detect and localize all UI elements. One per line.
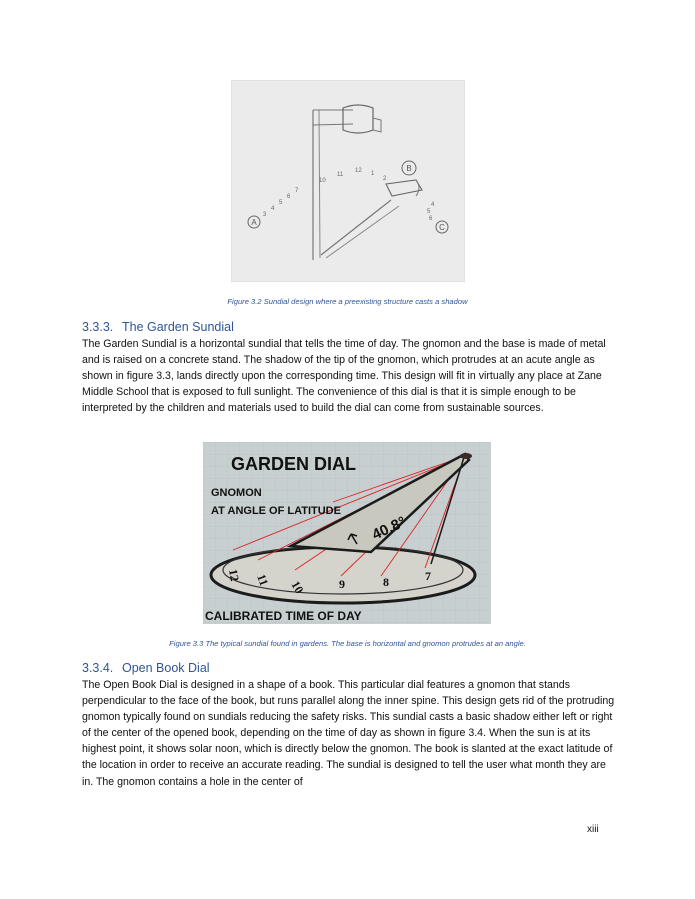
sketch-hour-12: 12 [355, 168, 362, 174]
section-heading-3-3-3 [82, 320, 234, 334]
sketch-hour-6: 6 [287, 194, 291, 200]
sketch-label-a: A [251, 218, 257, 227]
hour-label-11: 11 [254, 572, 272, 588]
sketch-label-b: B [406, 164, 412, 173]
sketch-hour-7: 7 [295, 188, 299, 194]
sketch-hour-10: 10 [319, 178, 326, 184]
figure-3-2-sketch [231, 80, 465, 282]
figure-3-3-garden-dial [203, 442, 491, 624]
section-number: 3.3.4. [82, 661, 114, 675]
label-angle-of-latitude: AT ANGLE OF LATITUDE [211, 505, 341, 517]
sketch-hour-2: 2 [383, 176, 387, 182]
hour-label-10: 10 [288, 578, 307, 596]
garden-dial-title: GARDEN DIAL [231, 454, 356, 474]
section-3-3-4-body: The Open Book Dial is designed in a shape of a book. This particular dial features a gnomon that stands perpendicular to the face of the book, but runs parallel along the inner spine. This design gets rid of the protruding gnomon typically found on sundials reducing the safety risks. This sundial casts a basic shadow either left or right of the center of the opened book, depending on the time of day as shown in figure 3.4. When the sun is at its highest point, it shows solar noon, which is directly below the gnomon. The book is slanted at the exact latitude of the location in order to receive an accurate reading. The sundial is designed to tell the user what month they are in. The gnomon contains a hole in the center of [82, 679, 615, 788]
figure-3-2-caption: Figure 3.2 Sundial design where a preexisting structure casts a shadow [227, 297, 468, 306]
sketch-hour-r4: 4 [431, 202, 435, 208]
sketch-hour-1: 1 [371, 171, 375, 177]
label-gnomon: GNOMON [211, 487, 262, 499]
sketch-hour-3: 3 [263, 212, 267, 218]
label-angle-value: 40.8° [369, 513, 409, 544]
hour-label-9: 9 [339, 577, 345, 591]
sketch-hour-11: 11 [337, 172, 344, 178]
sketch-hour-4: 4 [271, 206, 275, 212]
sketch-hour-r5: 5 [427, 209, 431, 215]
label-calibrated-time: CALIBRATED TIME OF DAY [205, 609, 362, 623]
sketch-hour-5: 5 [279, 200, 283, 206]
figure-3-3-caption: Figure 3.3 The typical sundial found in gardens. The base is horizontal and gnomon protrudes at an angle. [169, 639, 526, 648]
section-3-3-3-body: The Garden Sundial is a horizontal sundial that tells the time of day. The gnomon and the base is made of metal and is raised on a concrete stand. The shadow of the tip of the gnomon, which protrudes at an acute angle as shown in figure 3.3, lands directly upon the corresponding time. This design will fit in virtually any place at Zane Middle School that is exposed to full sunlight. The convenience of this dial is that it is simple enough to be interpreted by the children and materials used to build the dial can come from sustainable sources. [82, 338, 606, 415]
sketch-hour-r6: 6 [429, 216, 433, 222]
hour-label-8: 8 [383, 575, 389, 589]
section-heading-3-3-4 [82, 661, 210, 675]
section-number: 3.3.3. [82, 320, 114, 334]
sketch-label-c: C [439, 223, 445, 232]
section-title: Open Book Dial [122, 661, 210, 675]
hour-label-12: 12 [226, 568, 242, 583]
hour-label-7: 7 [425, 569, 431, 583]
section-title: The Garden Sundial [122, 320, 234, 334]
page-number: xiii [587, 824, 599, 835]
